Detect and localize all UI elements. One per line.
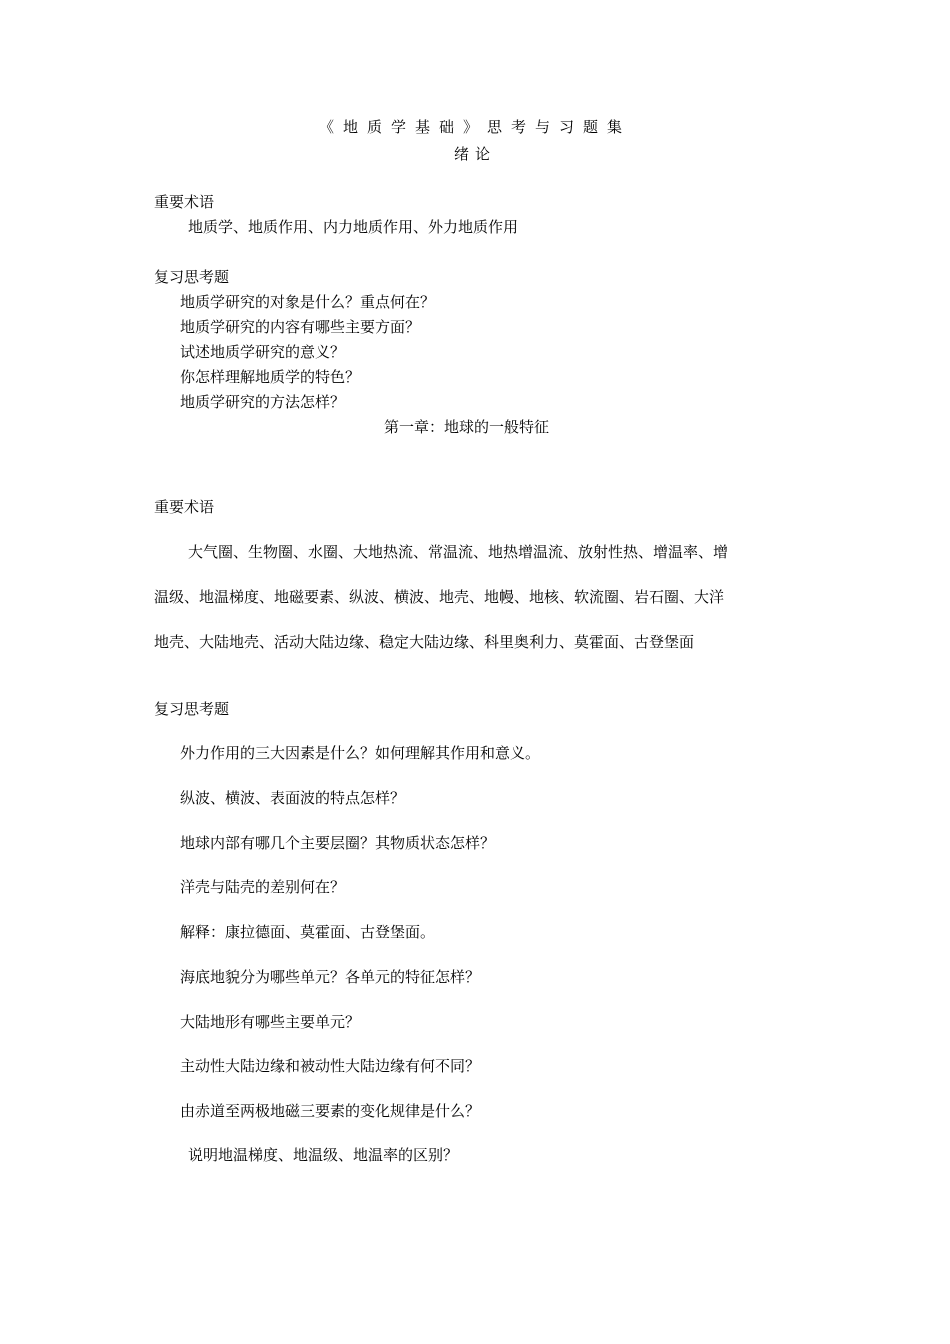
chapter1-question-8: 主动性大陆边缘和被动性大陆边缘有何不同？ <box>180 1057 481 1075</box>
chapter1-title: 第一章：地球的一般特征 <box>384 418 550 436</box>
chapter1-terms-heading: 重要术语 <box>154 498 215 516</box>
intro-terms-text: 地质学、地质作用、内力地质作用、外力地质作用 <box>188 218 519 236</box>
chapter1-question-5: 解释：康拉德面、莫霍面、古登堡面。 <box>180 923 436 941</box>
chapter1-question-4: 洋壳与陆壳的差别何在？ <box>180 878 346 896</box>
chapter1-terms-line-3: 地壳、大陆地壳、活动大陆边缘、稳定大陆边缘、科里奥利力、莫霍面、古登堡面 <box>154 633 695 651</box>
intro-question-3: 试述地质学研究的意义？ <box>180 343 346 361</box>
chapter1-question-7: 大陆地形有哪些主要单元？ <box>180 1013 361 1031</box>
chapter1-question-9: 由赤道至两极地磁三要素的变化规律是什么？ <box>180 1102 481 1120</box>
chapter1-question-6: 海底地貌分为哪些单元？各单元的特征怎样？ <box>180 968 481 986</box>
intro-review-heading: 复习思考题 <box>154 268 230 286</box>
intro-question-2: 地质学研究的内容有哪些主要方面？ <box>180 318 421 336</box>
chapter1-question-1: 外力作用的三大因素是什么？如何理解其作用和意义。 <box>180 744 541 762</box>
intro-question-4: 你怎样理解地质学的特色？ <box>180 368 361 386</box>
document-title: 《地质学基础》思考与习题集 <box>318 118 631 136</box>
chapter1-terms-line-1: 大气圈、生物圈、水圈、大地热流、常温流、地热增温流、放射性热、增温率、增 <box>188 543 729 561</box>
chapter1-question-2: 纵波、横波、表面波的特点怎样？ <box>180 789 406 807</box>
chapter1-review-heading: 复习思考题 <box>154 700 230 718</box>
intro-terms-heading: 重要术语 <box>154 193 215 211</box>
chapter1-question-10: 说明地温梯度、地温级、地温率的区别？ <box>188 1146 459 1164</box>
intro-question-5: 地质学研究的方法怎样？ <box>180 393 346 411</box>
chapter1-terms-line-2: 温级、地温梯度、地磁要素、纵波、横波、地壳、地幔、地核、软流圈、岩石圈、大洋 <box>154 588 725 606</box>
intro-question-1: 地质学研究的对象是什么？重点何在？ <box>180 293 436 311</box>
chapter1-question-3: 地球内部有哪几个主要层圈？其物质状态怎样？ <box>180 834 496 852</box>
introduction-heading: 绪论 <box>453 145 496 163</box>
